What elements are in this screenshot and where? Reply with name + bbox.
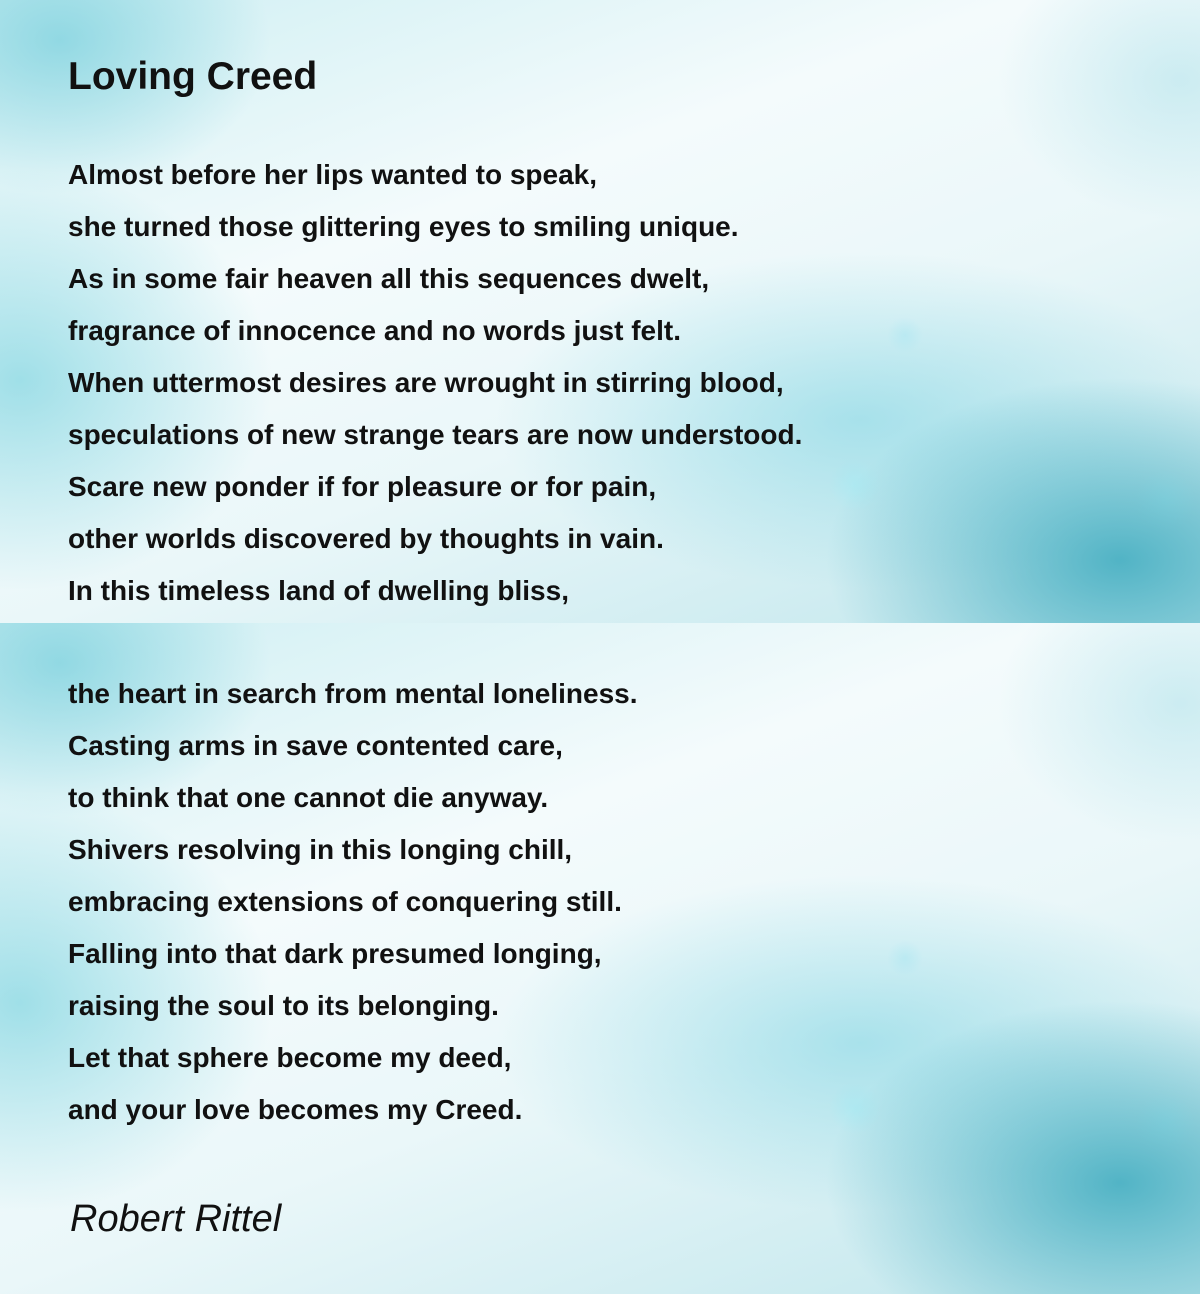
poem-line: As in some fair heaven all this sequences dwelt,: [68, 263, 710, 294]
poem-stanza-part1: [68, 149, 802, 617]
poem-panel-bottom: [0, 623, 1200, 1294]
poem-line: Casting arms in save contented care,: [68, 730, 563, 761]
poem-line: In this timeless land of dwelling bliss,: [68, 575, 569, 606]
poem-line: raising the soul to its belonging.: [68, 990, 499, 1021]
poem-author: Robert Rittel: [70, 1198, 282, 1240]
poem-line: Let that sphere become my deed,: [68, 1042, 512, 1073]
poem-line: Falling into that dark presumed longing,: [68, 938, 602, 969]
poem-title: Loving Creed: [68, 55, 318, 98]
poem-line: When uttermost desires are wrought in stirring blood,: [68, 367, 784, 398]
poem-line: she turned those glittering eyes to smiling unique.: [68, 211, 739, 242]
poem-line: Shivers resolving in this longing chill,: [68, 834, 573, 865]
poem-line: other worlds discovered by thoughts in vain.: [68, 523, 664, 554]
poem-line: the heart in search from mental loneliness.: [68, 678, 638, 709]
poem-line: embracing extensions of conquering still.: [68, 886, 622, 917]
poem-stanza-part2: [68, 668, 638, 1136]
poem-line: speculations of new strange tears are now understood.: [68, 419, 803, 450]
poem-line: fragrance of innocence and no words just felt.: [68, 315, 681, 346]
poem-line: and your love becomes my Creed.: [68, 1094, 523, 1125]
poem-line: to think that one cannot die anyway.: [68, 782, 549, 813]
poem-line: Scare new ponder if for pleasure or for pain,: [68, 471, 657, 502]
poem-line: Almost before her lips wanted to speak,: [68, 159, 598, 190]
poem-panel-top: [0, 0, 1200, 623]
